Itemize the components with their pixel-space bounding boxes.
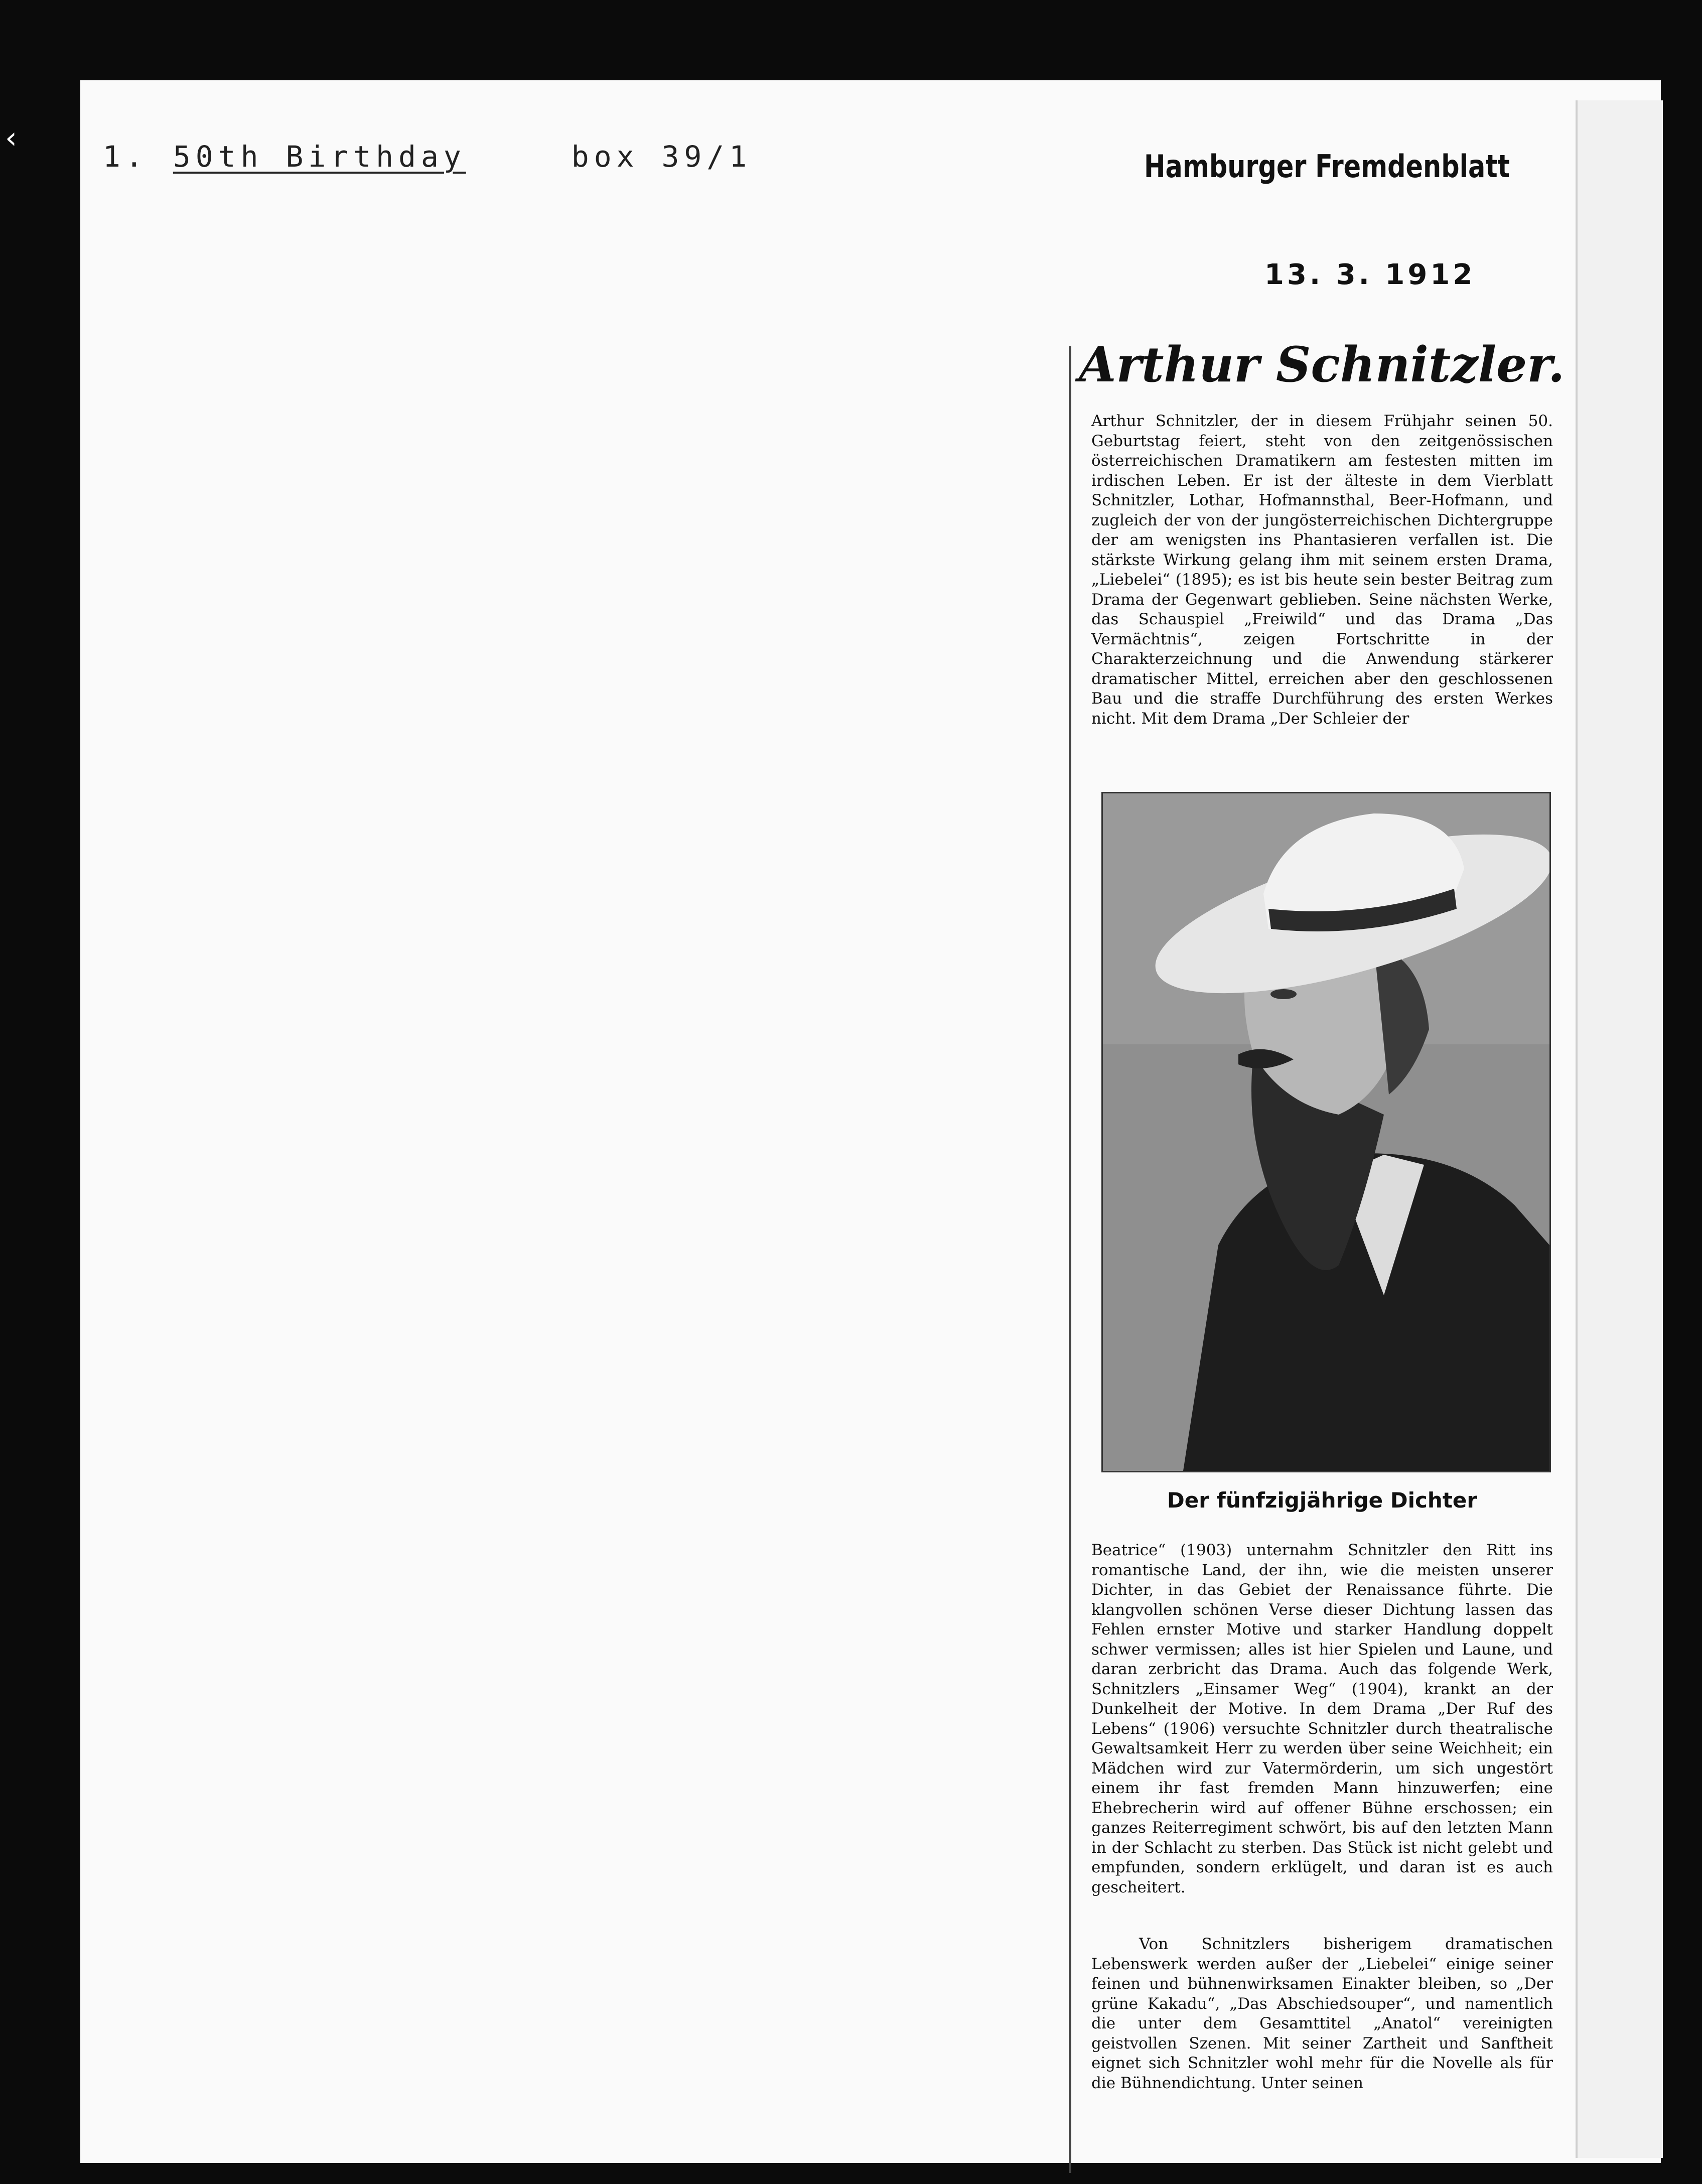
- article-paragraph-2: Beatrice“ (1903) unternahm Schnitzler den Ritt ins romantische Land, der ihn, wie die meisten unserer Dichter, in das Gebiet der Renaissance führte. Die klangvollen schönen Verse dieser Dichtung lassen das Fehlen ernster Motive und starker Handlung doppelt schwer vermissen; alles ist hier Spielen und Laune, und daran zerbricht das Drama. Auch das folgende Werk, Schnitzlers „Einsamer Weg“ (1904), krankt an der Dunkelheit der Motive. In dem Drama „Der Ruf des Lebens“ (1906) versuchte Schnitzler durch theatralische Gewaltsamkeit Herr zu werden über seine Weichheit; ein Mädchen wird zur Vatermörderin, um sich ungestört einem ihr fast fremden Mann hinzuwerfen; eine Ehebrecherin wird auf offener Bühne erschossen; ein ganzes Reiterregiment schwört, bis auf den letzten Mann in der Schlacht zu sterben. Das Stück ist nicht gelebt und empfunden, sondern erklügelt, und daran ist es auch gescheitert.: [1091, 1541, 1553, 1896]
- label-box: box 39/1: [571, 140, 752, 174]
- article-headline: Arthur Schnitzler.: [1079, 336, 1565, 393]
- portrait-photo: [1101, 792, 1551, 1472]
- article-paragraph-1: Arthur Schnitzler, der in diesem Frühjahr seinen 50. Geburtstag feiert, steht von den zeitgenössischen österreichischen Dramatikern am festesten mitten im irdischen Leben. Er ist der älteste in dem Vierblatt Schnitzler, Lothar, Hofmannsthal, Beer-Hofmann, und zugleich der von der jungösterreichischen Dichtergruppe der am wenigsten ins Phantasieren verfallen ist. Die stärkste Wirkung gelang ihm mit seinem ersten Drama, „Liebelei“ (1895); es ist bis heute sein bester Beitrag zum Drama der Gegenwart geblieben. Seine nächsten Werke, das Schauspiel „Freiwild“ und das Drama „Das Vermächtnis“, zeigen Fortschritte in der Charakterzeichnung und die Anwendung stärkerer dramatischer Mittel, erreichen aber den geschlossenen Bau und die straffe Durchführung des ersten Werkes nicht. Mit dem Drama „Der Schleier der: [1091, 412, 1553, 728]
- photo-caption: Der fünfzigjährige Dichter: [1167, 1488, 1478, 1513]
- archive-label: [103, 140, 752, 174]
- film-edge-mark: ‹: [5, 120, 17, 156]
- sheet-back-edge: [1576, 100, 1663, 2158]
- article-paragraph-3: Von Schnitzlers bisherigem dramatischen Lebenswerk werden außer der „Liebelei“ einige seiner feinen und bühnenwirksamen Einakter bleiben, so „Der grüne Kakadu“, „Das Abschiedsouper“, und namentlich die unter dem Gesamttitel „Anatol“ vereinigten geistvollen Szenen. Mit seiner Zartheit und Sanftheit eignet sich Schnitzler wohl mehr für die Novelle als für die Bühnendichtung. Unter seinen: [1091, 1935, 1553, 2092]
- clipping-date: 13. 3. 1912: [1264, 258, 1476, 291]
- label-number: 1.: [103, 140, 148, 174]
- newspaper-source: Hamburger Fremdenblatt: [1144, 148, 1510, 185]
- label-topic: 50th Birthday: [173, 140, 466, 174]
